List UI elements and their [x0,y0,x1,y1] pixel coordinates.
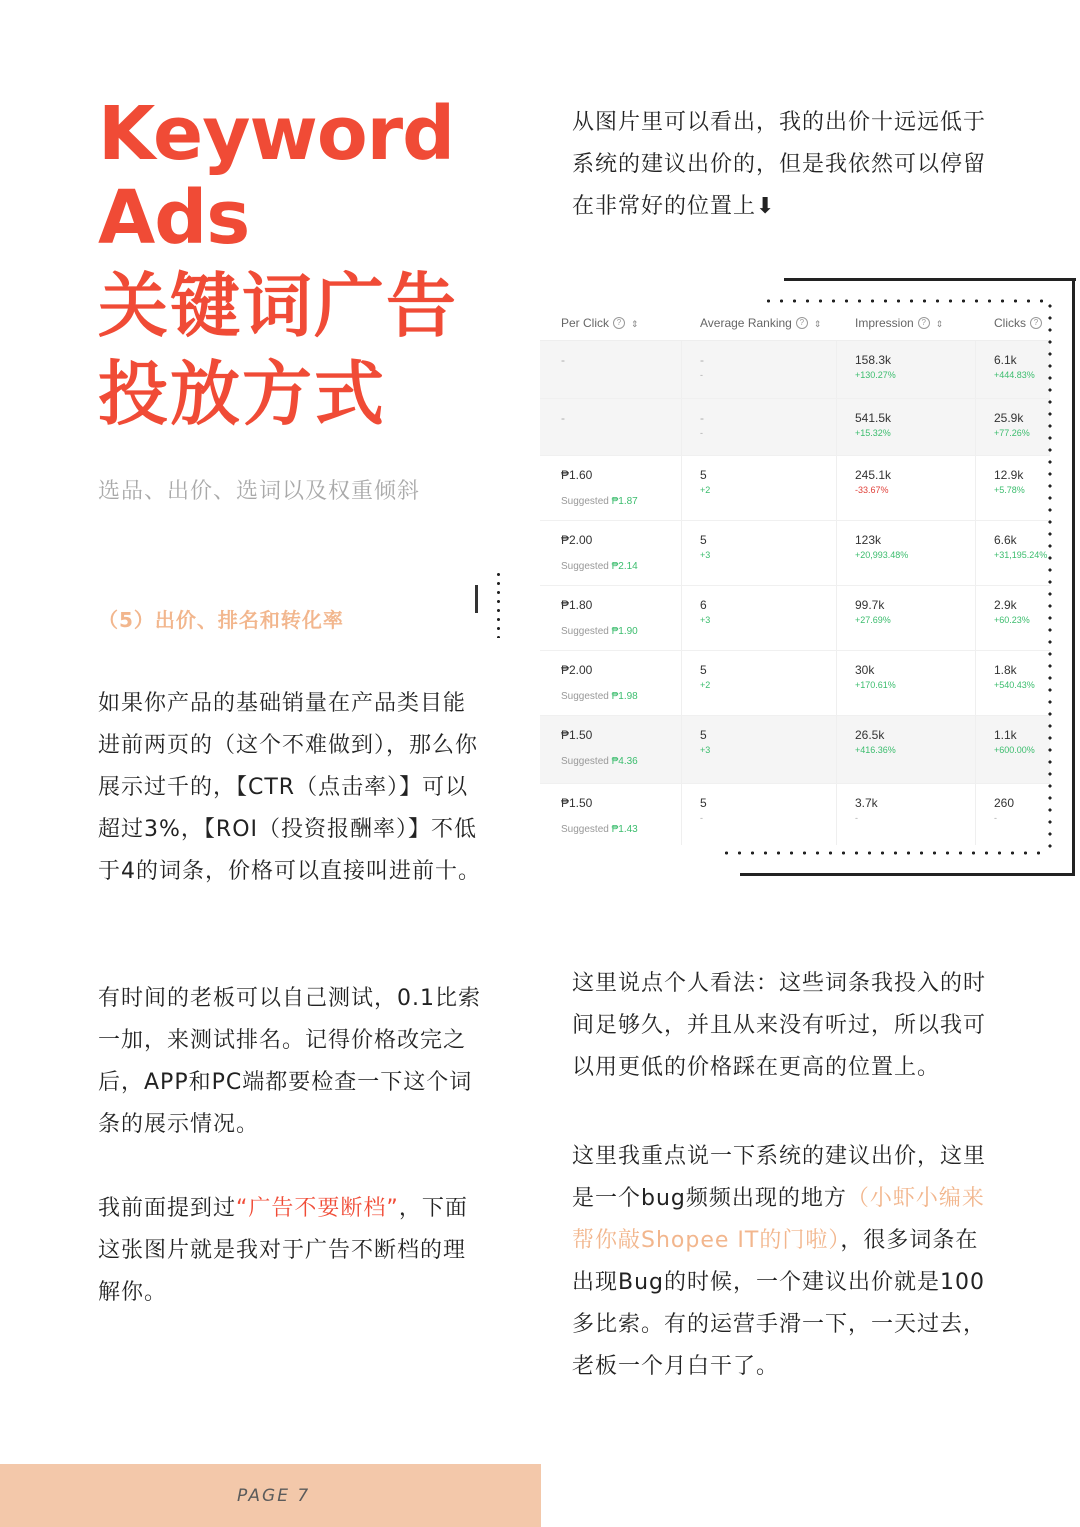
bug-text-before: 这里我重点说一下系统的建议出价，这里是一个bug频频出现的地方 [572,1144,987,1211]
impression-value: 26.5k [855,728,885,742]
suggested-bid: Suggested ₱4.36 [561,756,638,767]
cell-clicks [976,586,1050,650]
table-row [540,586,1050,651]
cell-clicks [976,521,1050,585]
bug-highlight: （小虾小编来帮你敲Shopee IT的门啦） [572,1186,985,1253]
clicks-delta: +77.26% [994,428,1030,438]
help-icon: ? [796,317,808,329]
title-line-keyword: Keyword [98,91,455,177]
page-title-english [98,92,518,260]
table-body [540,341,1050,845]
cell-average-ranking [682,716,837,783]
paragraph-intro: 从图片里可以看出，我的出价十远远低于系统的建议出价的，但是我依然可以停留在非常好的位置上⬇ [572,110,987,219]
frame-line-right [1072,278,1075,876]
header-per-click[interactable]: Per Click ? ⇕ [561,315,639,330]
impression-delta: - [855,813,858,823]
cell-impression [837,521,976,585]
bid-price: ₱2.00 [561,533,593,547]
title-line-keyword-ads-cn: 关键词广告 [98,265,458,347]
cell-clicks [976,716,1050,783]
cell-impression [837,651,976,715]
ranking-delta: +3 [700,615,711,625]
clicks-delta: +60.23% [994,615,1030,625]
cell-clicks [976,399,1050,455]
impression-delta: +170.61% [855,680,896,690]
clicks-value: 25.9k [994,411,1024,425]
ranking-delta: +2 [700,485,711,495]
cell-clicks [976,341,1050,398]
cell-average-ranking [682,651,837,715]
title-line-method-cn: 投放方式 [98,353,386,435]
cell-impression [837,784,976,845]
paragraph-testing: 有时间的老板可以自己测试，0.1比索一加，来测试排名。记得价格改完之后，APP和PC端都要检查一下这个词条的展示情况。 [98,986,481,1137]
no-gap-text-before: 我前面提到过 [98,1196,237,1221]
bid-price: ₱2.00 [561,663,593,677]
cell-average-ranking [682,521,837,585]
impression-value: 99.7k [855,598,885,612]
impression-value: 245.1k [855,468,892,482]
paragraph-opinion: 这里说点个人看法：这些词条我投入的时间足够久，并且从来没有听过，所以我可以用更低的价格踩在更高的位置上。 [572,971,987,1080]
clicks-value: 6.6k [994,533,1017,547]
clicks-delta: +5.78% [994,485,1025,495]
cell-impression [837,716,976,783]
suggested-bid: Suggested ₱1.87 [561,496,638,507]
cell-impression [837,586,976,650]
ranking-delta: - [700,428,703,438]
cell-per-click [540,399,682,455]
table-row [540,521,1050,586]
cell-per-click [540,651,682,715]
paragraph-no-gap [98,1188,488,1314]
ranking-value: - [700,353,704,367]
clicks-delta: - [994,813,997,823]
cell-per-click [540,456,682,520]
vertical-divider-bar [475,585,478,613]
header-average-ranking[interactable]: Average Ranking ? ⇕ [700,315,822,330]
bid-price: - [561,353,565,367]
ranking-value: 5 [700,728,707,742]
cell-clicks [976,651,1050,715]
bid-price: ₱1.50 [561,796,593,810]
bid-price: ₱1.80 [561,598,593,612]
clicks-delta: +31,195.24% [994,550,1048,560]
clicks-value: 1.1k [994,728,1017,742]
table-row [540,399,1050,456]
cell-average-ranking [682,341,837,398]
impression-value: 158.3k [855,353,892,367]
frame-line-top [784,278,1076,281]
ranking-delta: +2 [700,680,711,690]
suggested-bid: Suggested ₱1.43 [561,824,638,835]
cell-impression [837,341,976,398]
sort-icon: ⇕ [935,318,944,329]
ranking-value: 5 [700,796,707,810]
impression-delta: +15.32% [855,428,891,438]
ranking-value: 5 [700,468,707,482]
table-row [540,716,1050,784]
cell-clicks [976,784,1050,845]
cell-average-ranking [682,399,837,455]
clicks-delta: +600.00% [994,745,1035,755]
frame-line-bottom [740,873,1075,876]
clicks-delta: +444.83% [994,370,1035,380]
clicks-value: 6.1k [994,353,1017,367]
help-icon: ? [918,317,930,329]
bid-price: - [561,411,565,425]
impression-delta: -33.67% [855,485,889,495]
suggested-bid: Suggested ₱1.90 [561,626,638,637]
clicks-value: 260 [994,796,1015,810]
impression-delta: +20,993.48% [855,550,909,560]
impression-value: 30k [855,663,875,677]
cell-impression [837,399,976,455]
impression-delta: +130.27% [855,370,896,380]
clicks-value: 1.8k [994,663,1017,677]
cell-impression [837,456,976,520]
table-row [540,341,1050,399]
table-header-row [540,305,1050,341]
dotted-frame-right [1048,300,1052,852]
paragraph-suggested-bid-bug [572,1136,992,1388]
help-icon: ? [1030,317,1042,329]
suggested-bid: Suggested ₱2.14 [561,561,638,572]
cell-clicks [976,456,1050,520]
ranking-value: 5 [700,663,707,677]
ranking-delta: - [700,813,703,823]
table-row [540,784,1050,845]
cell-average-ranking [682,784,837,845]
cell-per-click [540,341,682,398]
paragraph-bid-ranking: 如果你产品的基础销量在产品类目能进前两页的（这个不难做到），那么你展示过千的，【CTR（点击率）】可以超过3%，【ROI（投资报酬率）】不低于4的词条，价格可以直接叫进前十。 [98,691,481,884]
section-heading: （5）出价、排名和转化率 [98,608,344,632]
bid-price: ₱1.60 [561,468,593,482]
ranking-value: 5 [700,533,707,547]
vertical-dotted-divider [497,570,500,638]
cell-per-click [540,586,682,650]
header-clicks[interactable]: Clicks ? [976,316,1050,330]
keyword-ads-table [540,305,1050,845]
table-row [540,456,1050,521]
header-impression[interactable]: Impression ? ⇕ [855,315,944,330]
suggested-bid: Suggested ₱1.98 [561,691,638,702]
cell-per-click [540,784,682,845]
ranking-value: 6 [700,598,707,612]
bid-price: ₱1.50 [561,728,593,742]
impression-delta: +416.36% [855,745,896,755]
cell-per-click [540,716,682,783]
no-gap-highlight: “广告不要断档” [236,1196,399,1221]
cell-per-click [540,521,682,585]
page-number: PAGE 7 [237,1486,311,1506]
clicks-value: 12.9k [994,468,1024,482]
bug-text-after: ，很多词条在出现Bug的时候，一个建议出价就是100多比索。有的运营手滑一下，一天过去，老板一个月白干了。 [572,1228,987,1379]
title-line-ads: Ads [98,175,250,261]
ranking-value: - [700,411,704,425]
impression-delta: +27.69% [855,615,891,625]
impression-value: 541.5k [855,411,892,425]
dotted-frame-bottom [720,851,1050,855]
sort-icon: ⇕ [631,318,639,329]
ranking-delta: +3 [700,745,711,755]
clicks-value: 2.9k [994,598,1017,612]
ranking-delta: - [700,370,703,380]
clicks-delta: +540.43% [994,680,1035,690]
cell-average-ranking [682,456,837,520]
dotted-frame-top [762,299,1052,303]
no-gap-text-after: ，下面这张图片就是我对于广告不断档的理解你。 [98,1196,468,1305]
sort-icon: ⇕ [813,318,822,329]
ranking-delta: +3 [700,550,711,560]
table-row [540,651,1050,716]
impression-value: 123k [855,533,882,547]
cell-average-ranking [682,586,837,650]
impression-value: 3.7k [855,796,878,810]
help-icon: ? [613,317,625,329]
page-subtitle: 选品、出价、选词以及权重倾斜 [98,479,421,504]
page-title-chinese [98,262,518,438]
